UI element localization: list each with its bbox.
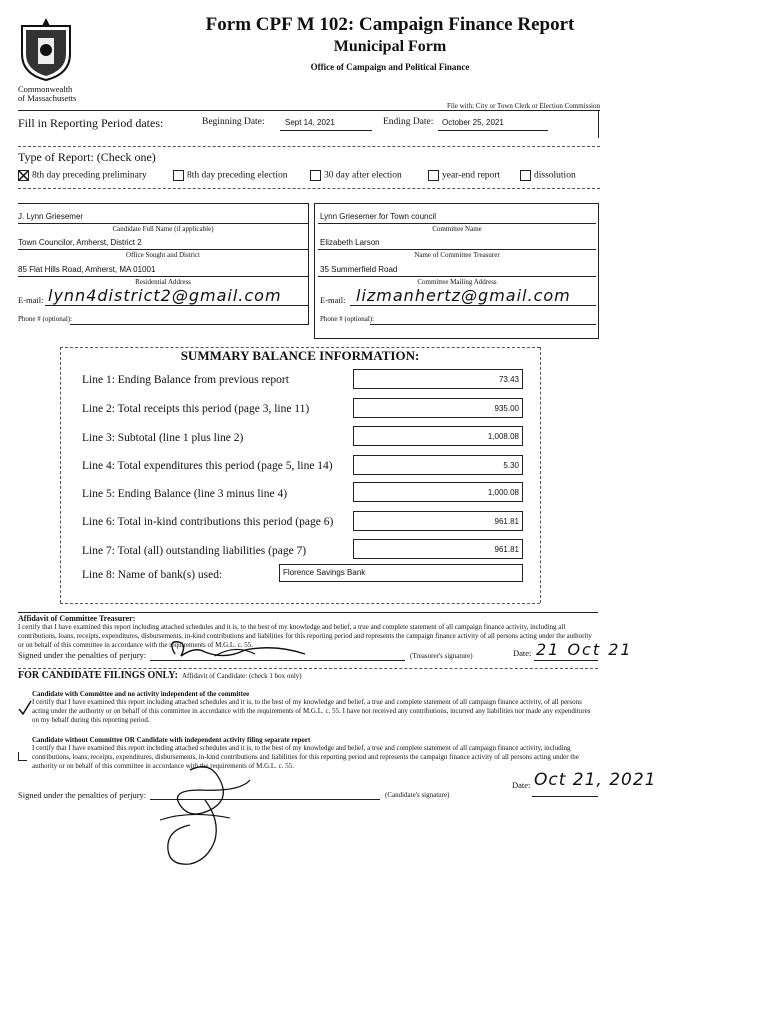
- committee-phone-label: Phone # (optional):: [320, 315, 375, 323]
- office-name: Office of Campaign and Political Finance: [310, 62, 470, 72]
- option2-checkbox[interactable]: [18, 752, 27, 761]
- checkbox-icon[interactable]: [173, 170, 184, 181]
- file-with-note: File with: City or Town Clerk or Election Commission: [447, 102, 600, 110]
- summary-line-6-value[interactable]: 961.81: [353, 511, 523, 531]
- beginning-date-label: Beginning Date:: [202, 117, 265, 127]
- checkbox-checked-icon[interactable]: [18, 170, 29, 181]
- beginning-date-value[interactable]: Sept 14, 2021: [285, 118, 335, 127]
- committee-email-label: E-mail:: [320, 295, 346, 305]
- summary-line-8-label: Line 8: Name of bank(s) used:: [82, 569, 223, 581]
- treasurer-signed-label: Signed under the penalties of perjury:: [18, 650, 147, 660]
- form-subtitle: Municipal Form: [333, 38, 447, 55]
- option2-text: I certify that I have examined this report including attached schedules and it is, to the best of my knowledge and belief, a true and complete statement of all campaign finance activity, including contributions, loans, receipts, expenditures, disbursements, in-kind contributions and liabilities for this reporting period and represents the campaign finance activity of all persons acting under the authority or on behalf of this committee in accordance with the requirements of M.G.L. c. 55.: [32, 744, 579, 770]
- treasurer-signature-caption: (Treasurer's signature): [410, 652, 473, 660]
- option1-text: I certify that I have examined this report including attached schedules and it is, to the best of my knowledge and belief, a true and complete statement of all campaign finance activity, of all persons acting under the authority or on behalf of this committee in accordance with the requirements of M.G.L. c. 55. I have not received any contributions, incurred any liabilities nor made any expenditures on my behalf during this reporting period.: [32, 698, 591, 724]
- seal-caption: Commonwealth of Massachusetts: [18, 84, 77, 103]
- checkbox-icon[interactable]: [428, 170, 439, 181]
- candidate-address-caption: Residential Address: [135, 278, 191, 286]
- candidate-date-label: Date:: [512, 780, 531, 790]
- summary-line-7-label: Line 7: Total (all) outstanding liabilities (page 7): [82, 545, 307, 557]
- summary-line-2-value[interactable]: 935.00: [353, 398, 523, 418]
- summary-line-7-value[interactable]: 961.81: [353, 539, 523, 559]
- option-year-end[interactable]: year-end report: [428, 170, 500, 181]
- office-sought-caption: Office Sought and District: [126, 251, 200, 259]
- ending-date-value[interactable]: October 25, 2021: [442, 118, 504, 127]
- treasurer-signature[interactable]: [165, 636, 345, 662]
- candidate-signed-label: Signed under the penalties of perjury:: [18, 790, 147, 800]
- period-label: Fill in Reporting Period dates:: [18, 116, 164, 130]
- candidate-email[interactable]: lynn4district2@gmail.com: [48, 286, 282, 305]
- report-type-label: Type of Report: (Check one): [18, 150, 156, 164]
- committee-address[interactable]: 35 Summerfield Road: [320, 265, 398, 274]
- committee-name-caption: Committee Name: [432, 225, 482, 233]
- treasurer-date-label: Date:: [513, 648, 532, 658]
- candidate-name-caption: Candidate Full Name (if applicable): [112, 225, 214, 233]
- checkbox-icon[interactable]: [520, 170, 531, 181]
- option-8th-day-preliminary[interactable]: 8th day preceding preliminary: [18, 170, 147, 181]
- option-30-day-after[interactable]: 30 day after election: [310, 170, 402, 181]
- option-dissolution[interactable]: dissolution: [520, 170, 576, 181]
- treasurer-caption: Name of Committee Treasurer: [414, 251, 500, 259]
- candidate-name[interactable]: J. Lynn Griesemer: [18, 212, 84, 221]
- treasurer-affidavit-text: I certify that I have examined this report including attached schedules and it is, to the best of my knowledge and belief, a true and complete statement of all campaign finance activity, including all contributions, loans, receipts, expenditures, disbursements, in-kind contributions and liabilities for this reporting period and represents the campaign finance activity of all persons acting under the authority or on behalf of this committee in accordance with the requirements of M.G.L. c. 55.: [18, 623, 592, 649]
- summary-line-4-value[interactable]: 5.30: [353, 455, 523, 475]
- candidate-signature[interactable]: [150, 760, 280, 870]
- candidate-signature-caption: (Candidate's signature): [385, 791, 450, 799]
- committee-address-caption: Committee Mailing Address: [417, 278, 497, 286]
- summary-line-1-value[interactable]: 73.43: [353, 369, 523, 389]
- treasurer-date[interactable]: 21 Oct 21: [536, 640, 633, 659]
- summary-line-3-label: Line 3: Subtotal (line 1 plus line 2): [82, 432, 244, 444]
- option1-title: Candidate with Committee and no activity independent of the committee: [32, 690, 250, 698]
- summary-line-4-label: Line 4: Total expenditures this period (page 5, line 14): [82, 460, 333, 472]
- summary-line-2-label: Line 2: Total receipts this period (page 3, line 11): [82, 403, 310, 415]
- committee-name[interactable]: Lynn Griesemer for Town council: [320, 212, 437, 221]
- treasurer-name[interactable]: Elizabeth Larson: [320, 238, 380, 247]
- summary-line-5-label: Line 5: Ending Balance (line 3 minus line 4): [82, 488, 288, 500]
- summary-line-1-label: Line 1: Ending Balance from previous report: [82, 374, 289, 386]
- candidate-email-label: E-mail:: [18, 295, 44, 305]
- candidate-filings-subheading: Affidavit of Candidate: (check 1 box only): [182, 672, 302, 680]
- office-sought[interactable]: Town Councilor, Amherst, District 2: [18, 238, 142, 247]
- treasurer-affidavit-heading: Affidavit of Committee Treasurer:: [18, 614, 136, 623]
- ending-date-label: Ending Date:: [383, 117, 434, 127]
- candidate-filings-heading: FOR CANDIDATE FILINGS ONLY:: [18, 670, 178, 681]
- checkbox-icon[interactable]: [310, 170, 321, 181]
- summary-title: SUMMARY BALANCE INFORMATION:: [180, 348, 420, 363]
- committee-email[interactable]: lizmanhertz@gmail.com: [356, 286, 571, 305]
- form-title: Form CPF M 102: Campaign Finance Report: [205, 14, 575, 35]
- option2-title: Candidate without Committee OR Candidate with independent activity filing separate report: [32, 736, 311, 744]
- option1-checkbox[interactable]: [18, 700, 30, 714]
- state-seal: [18, 18, 74, 82]
- option-8th-day-election[interactable]: 8th day preceding election: [173, 170, 288, 181]
- candidate-date[interactable]: Oct 21, 2021: [534, 770, 657, 790]
- candidate-phone-label: Phone # (optional):: [18, 315, 73, 323]
- summary-line-5-value[interactable]: 1,000.08: [353, 482, 523, 502]
- checkmark-icon: [18, 700, 32, 716]
- summary-line-6-label: Line 6: Total in-kind contributions this period (page 6): [82, 516, 334, 528]
- candidate-address[interactable]: 85 Flat Hills Road, Amherst, MA 01001: [18, 265, 156, 274]
- summary-line-3-value[interactable]: 1,008.08: [353, 426, 523, 446]
- bank-name-box[interactable]: Florence Savings Bank: [279, 564, 523, 582]
